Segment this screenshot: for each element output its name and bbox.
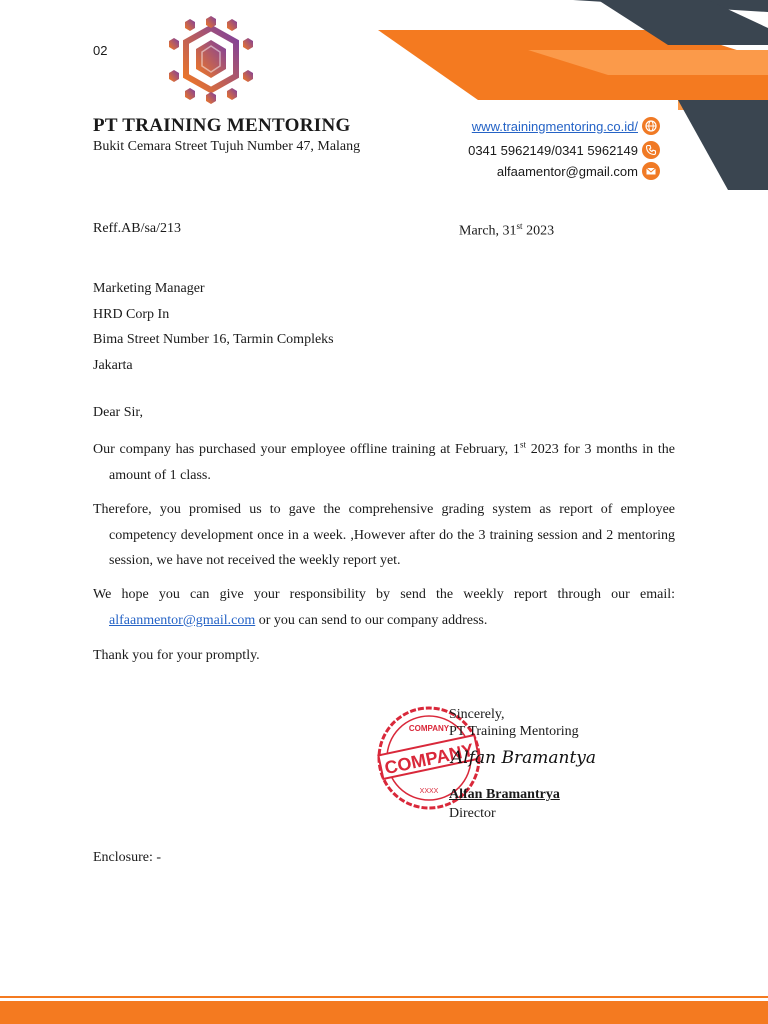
closing-company: PT Training Mentoring <box>449 724 579 739</box>
letter-date <box>459 221 554 240</box>
date-prefix: March, 31 <box>459 223 517 239</box>
stamp-bottom-text: XXXX <box>419 788 439 795</box>
p3-text-end: or you can send to our company address. <box>255 612 488 628</box>
p1-text-end: 2023 for 3 months in the amount of 1 class. <box>109 442 675 483</box>
mail-icon <box>642 162 660 180</box>
salutation: Dear Sir, <box>93 405 143 420</box>
contact-email <box>497 161 660 181</box>
page-number: 02 <box>93 43 108 58</box>
signer-name: Alfan Bramantrya <box>449 787 560 802</box>
email-link[interactable]: alfaanmentor@gmail.com <box>109 612 256 628</box>
phone-text: 0341 5962149/0341 5962149 <box>468 142 638 158</box>
stamp-main-text: COMPANY <box>382 739 476 779</box>
p1-text-start: Our company has purchased your employee offline training at February, 1 <box>93 442 520 457</box>
footer-line <box>0 996 768 998</box>
company-address: Bukit Cemara Street Tujuh Number 47, Malang <box>93 139 361 154</box>
enclosure: Enclosure: - <box>93 850 162 865</box>
footer-bar <box>0 1001 768 1024</box>
globe-icon <box>642 117 660 135</box>
body-paragraph-2: Therefore, you promised us to gave the comprehensive grading system as report of employee competency development once in a week. ,However after do the 3 training session and 2 mentoring session, we have not received the weekly report yet. <box>93 502 675 568</box>
contact-website <box>472 116 660 136</box>
body-paragraph-4: Thank you for your promptly. <box>93 648 260 663</box>
body-paragraph-1 <box>93 437 675 488</box>
p1-sup: st <box>519 439 526 450</box>
email-text: alfaamentor@gmail.com <box>496 163 638 179</box>
stamp-top-text: COMPANY <box>408 724 450 733</box>
date-year: 2023 <box>522 223 555 239</box>
p3-text-start: We hope you can give your responsibility by send the weekly report through our email: <box>93 587 675 602</box>
company-name: PT TRAINING MENTORING <box>93 115 351 136</box>
contact-phone <box>468 140 660 160</box>
recipient-line: Jakarta <box>93 357 133 373</box>
recipient-line: Bima Street Number 16, Tarmin Compleks <box>93 332 334 347</box>
website-link[interactable]: www.trainingmentoring.co.id/ <box>471 118 638 134</box>
closing-word: Sincerely, <box>449 707 505 722</box>
signer-title: Director <box>449 806 496 821</box>
recipient-block <box>93 276 334 378</box>
hexagon-logo-icon <box>164 14 258 106</box>
recipient-line: HRD Corp In <box>93 306 170 322</box>
body-paragraph-3 <box>93 582 675 633</box>
closing-block <box>449 706 579 740</box>
phone-icon <box>642 141 660 159</box>
signature: Alfan Bramantya <box>451 748 597 768</box>
date-suffix-sup: st <box>516 221 523 231</box>
recipient-line: Marketing Manager <box>93 281 205 296</box>
reference-number: Reff.AB/sa/213 <box>93 221 182 236</box>
